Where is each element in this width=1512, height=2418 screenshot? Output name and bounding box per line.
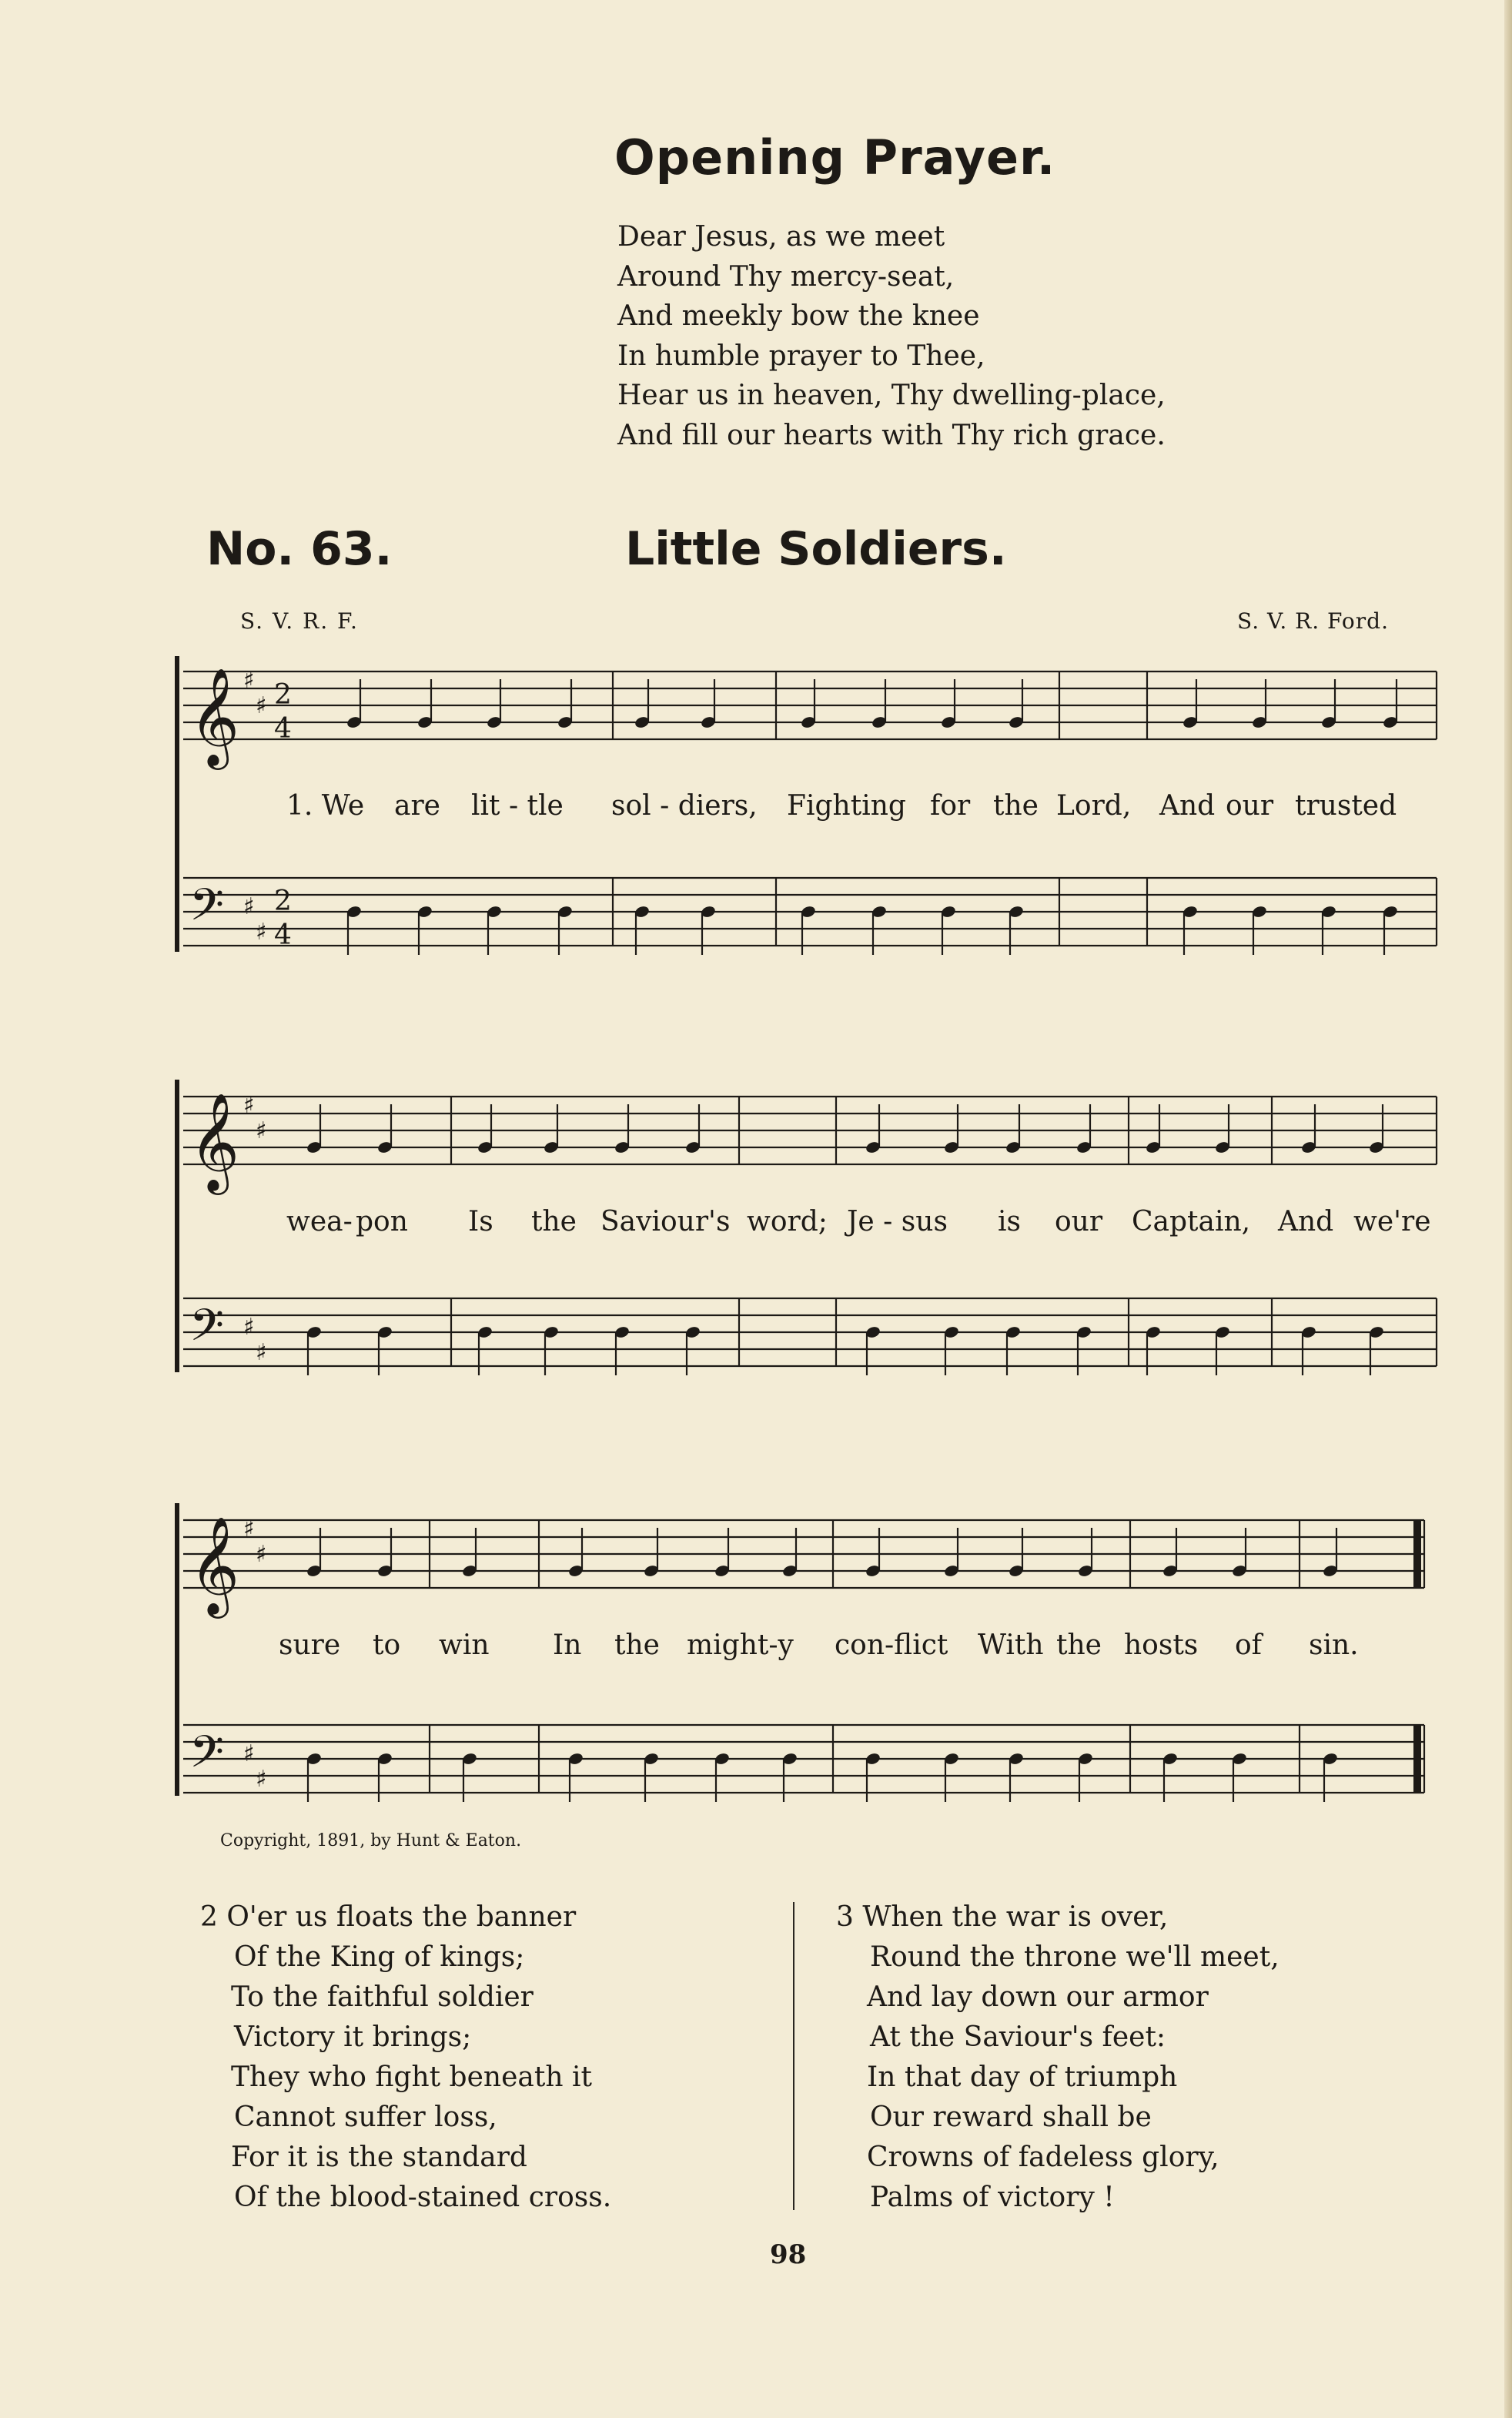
- lyric-syllable: of: [1235, 1629, 1262, 1661]
- lyric-syllable: pon: [356, 1206, 408, 1237]
- lyric-syllable: we're: [1353, 1206, 1431, 1237]
- sharp-icon: ♯: [256, 1540, 267, 1568]
- sharp-icon: ♯: [256, 919, 267, 946]
- lyric-syllable: Je - sus: [847, 1206, 948, 1237]
- lyric-syllable: hosts: [1124, 1629, 1199, 1661]
- verse-3: [836, 1897, 1280, 2218]
- lyric-syllable: Saviour's: [600, 1206, 731, 1237]
- bass-clef-icon: 𝄢: [189, 879, 225, 942]
- lyric-syllable: Lord,: [1056, 790, 1132, 822]
- lyric-syllable: the: [993, 790, 1039, 822]
- lyric-syllable: trusted: [1295, 790, 1397, 822]
- prayer-line: Dear Jesus, as we meet: [617, 221, 945, 253]
- verse-line: Of the King of kings;: [234, 1941, 525, 1973]
- lyric-syllable: Is: [468, 1206, 493, 1237]
- sharp-icon: ♯: [256, 1117, 267, 1144]
- time-signature-bottom: 4: [274, 919, 292, 951]
- treble-clef-icon: 𝄞: [189, 667, 240, 765]
- lyric-syllable: Fighting: [787, 790, 906, 822]
- verse-line: Of the blood-stained cross.: [234, 2182, 612, 2213]
- lyric-syllable: is: [998, 1206, 1021, 1237]
- time-signature-top: 2: [274, 679, 292, 711]
- lyric-syllable: to: [373, 1629, 401, 1661]
- sharp-icon: ♯: [243, 893, 255, 921]
- lyric-syllable: are: [394, 790, 440, 822]
- sharp-icon: ♯: [243, 1314, 255, 1341]
- words-credit: S. V. R. F.: [240, 608, 359, 634]
- lyric-syllable: sure: [279, 1629, 341, 1661]
- time-signature-top: 2: [274, 886, 292, 917]
- hymn-title: Little Soldiers.: [625, 522, 1007, 576]
- lyric-syllable: for: [930, 790, 971, 822]
- bass-clef-icon: 𝄢: [189, 1299, 225, 1362]
- treble-clef-icon: 𝄞: [189, 1092, 240, 1191]
- lyric-syllable: the: [531, 1206, 577, 1237]
- music-credit: S. V. R. Ford.: [1237, 608, 1389, 634]
- lyric-syllable: con-flict: [835, 1629, 948, 1661]
- hymn-number: No. 63.: [206, 522, 393, 576]
- verse-line: Palms of victory !: [870, 2182, 1115, 2213]
- verse-2: [200, 1897, 611, 2218]
- final-bar-line: [1413, 1725, 1421, 1793]
- time-signature-bottom: 4: [274, 713, 292, 745]
- verse-line: Cannot suffer loss,: [234, 2102, 497, 2133]
- verse-line: Round the throne we'll meet,: [870, 1941, 1280, 1973]
- lyric-syllable: word;: [747, 1206, 828, 1237]
- verse-line: They who fight beneath it: [231, 2061, 592, 2093]
- sharp-icon: ♯: [243, 1091, 255, 1119]
- verse-divider: [793, 1902, 794, 2210]
- treble-clef-icon: 𝄞: [189, 1515, 240, 1614]
- lyric-syllable: our: [1055, 1206, 1103, 1237]
- lyric-syllable: And: [1278, 1206, 1334, 1237]
- verse-line: 2 O'er us floats the banner: [200, 1901, 577, 1933]
- verse-line: For it is the standard: [231, 2142, 527, 2173]
- prayer-line: Hear us in heaven, Thy dwelling-place,: [617, 380, 1166, 411]
- prayer-line: And meekly bow the knee: [617, 300, 980, 332]
- lyric-syllable: In: [553, 1629, 582, 1661]
- lyric-syllable: might-y: [687, 1629, 794, 1661]
- verse-line: Our reward shall be: [870, 2102, 1152, 2133]
- sharp-icon: ♯: [256, 1339, 267, 1367]
- sharp-icon: ♯: [243, 666, 255, 694]
- verse-line: To the faithful soldier: [231, 1981, 534, 2013]
- lyric-syllable: wea-: [286, 1206, 353, 1237]
- lyric-syllable: the: [614, 1629, 660, 1661]
- final-bar-line: [1413, 1520, 1421, 1588]
- lyric-syllable: And: [1159, 790, 1216, 822]
- prayer-line: And fill our hearts with Thy rich grace.: [617, 419, 1166, 451]
- lyric-syllable: 1. We: [286, 790, 365, 822]
- lyric-syllable: lit - tle: [471, 790, 564, 822]
- verse-line: Crowns of fadeless glory,: [867, 2142, 1219, 2173]
- prayer-line: In humble prayer to Thee,: [617, 340, 985, 372]
- sharp-icon: ♯: [243, 1740, 255, 1768]
- prayer-title: Opening Prayer.: [614, 129, 1056, 186]
- lyric-syllable: the: [1056, 1629, 1102, 1661]
- lyric-syllable: sol - diers,: [611, 790, 758, 822]
- verse-line: In that day of triumph: [867, 2061, 1178, 2093]
- verse-number: 2: [200, 1901, 218, 1933]
- copyright-notice: Copyright, 1891, by Hunt & Eaton.: [220, 1831, 522, 1850]
- bass-clef-icon: 𝄢: [189, 1726, 225, 1789]
- verse-line: At the Saviour's feet:: [870, 2021, 1166, 2053]
- verse-line: Victory it brings;: [234, 2021, 472, 2053]
- sharp-icon: ♯: [256, 1766, 267, 1793]
- prayer-line: Around Thy mercy-seat,: [617, 260, 955, 293]
- verse-line: And lay down our armor: [867, 1981, 1209, 2013]
- lyric-syllable: With: [978, 1629, 1044, 1661]
- lyric-syllable: Captain,: [1132, 1206, 1251, 1237]
- sharp-icon: ♯: [243, 1515, 255, 1542]
- verse-line: 3 When the war is over,: [836, 1901, 1169, 1933]
- lyric-syllable: sin.: [1309, 1629, 1359, 1661]
- sharp-icon: ♯: [256, 692, 267, 719]
- verse-number: 3: [836, 1901, 854, 1933]
- lyric-syllable: win: [439, 1629, 490, 1661]
- lyric-syllable: our: [1226, 790, 1274, 822]
- page-number: 98: [770, 2239, 807, 2270]
